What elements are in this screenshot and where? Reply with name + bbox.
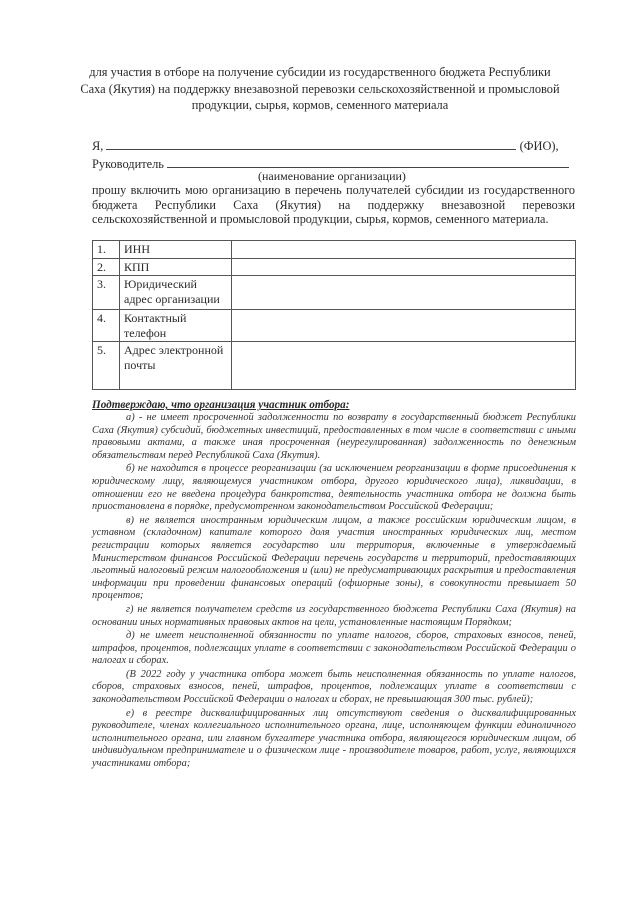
row-label: ИНН [120,241,232,259]
fio-line [92,137,559,154]
clause-e: е) в реестре дисквалифицированных лиц отсутствуют сведения о дисквалифицированных руководителе, членах коллегиального исполнительного органа, лице, исполняющем функции единоличного исполнительного органа, или главном бухгалтере участника отбора, являющегося юридическим лицом, об индивидуальном предпринимателе и о физическом лице - производителе товаров, работ, услуг, являющихся участниками отбора; [92,707,576,770]
row-number: 2. [93,258,120,276]
request-paragraph: прошу включить мою организацию в перечень получателей субсидии из государственного бюджета Республики Саха (Якутия) на поддержку внезавозной перевозки сельскохозяйственной и промысловой продукции, сырья, кормов, семенного материала. [92,183,575,226]
clause-d: д) не имеет неисполненной обязанности по уплате налогов, сборов, страховых взносов, пеней, штрафов, процентов, подлежащих уплате в соответствии с законодательством Российской Федерации о налогах и сборах. [92,630,576,667]
row-number: 1. [93,241,120,259]
email-value-cell[interactable] [232,342,576,390]
organization-field[interactable] [167,155,569,168]
row-number: 3. [93,276,120,310]
table-row [93,310,576,342]
document-title [60,64,580,114]
clause-b: б) не находится в процессе реорганизации (за исключением реорганизации в форме присоединения к юридическому лицу, являющемуся участником отбора, другого юридического лица), ликвидации, в отношении его не введена процедура банкротства, деятельность участника отбора не должна быть приостановлена в порядке, предусмотренном законодательством Российской Федерации; [92,463,576,513]
table-row [93,241,576,259]
fio-field[interactable] [106,137,516,150]
title-line-3: продукции, сырья, кормов, семенного материала [191,98,449,112]
organization-info-table [92,240,576,390]
clause-a: а) - не имеет просроченной задолженности по возврату в государственный бюджет Республики Саха (Якутия) субсидий, бюджетных инвестиций, предоставленных в том числе в соответствии с иными правовыми актами, а также иная просроченная (неурегулированная) задолженность по денежным обязательствам перед Республикой Саха (Якутия). [92,412,576,461]
inn-value-cell[interactable] [232,241,576,259]
row-number: 5. [93,342,120,390]
table-row [93,342,576,390]
fio-prefix: Я, [92,139,104,153]
address-value-cell[interactable] [232,276,576,310]
table-row [93,276,576,310]
row-number: 4. [93,310,120,342]
row-label: Юридический адрес организации [120,276,232,310]
confirm-heading: Подтверждаю, что организация участник отбора: [92,399,350,411]
head-label: Руководитель [92,157,164,171]
row-label: Контактный телефон [120,310,232,342]
phone-value-cell[interactable] [232,310,576,342]
title-line-1: для участия в отборе на получение субсидии из государственного бюджета Республики [89,65,551,79]
fio-suffix: (ФИО), [519,139,559,153]
title-line-2: Саха (Якутия) на поддержку внезавозной перевозки сельскохозяйственной и промысловой [80,81,560,96]
kpp-value-cell[interactable] [232,258,576,276]
table-row [93,258,576,276]
row-label: КПП [120,258,232,276]
clause-g: г) не является получателем средств из государственного бюджета Республики Саха (Якутия) на основании иных нормативных правовых актов на цели, установленные настоящим Порядком; [92,603,576,628]
clause-v: в) не является иностранным юридическим лицом, а также российским юридическим лицом, в уставном (складочном) капитале которого доля участия иностранных юридических лиц, местом регистрации которых является государство или территория, включенные в утверждаемый Министерством финансов Российской Федерации перечень государств и территорий, предоставляющих льготный налоговый режим налогообложения и (или) не предусматривающих раскрытия и предоставления информации при проведении финансовых операций (офшорные зоны), в совокупности превышает 50 процентов; [92,514,576,602]
organization-caption: (наименование организации) [258,169,406,183]
clause-note: (В 2022 году у участника отбора может быть неисполненная обязанность по уплате налогов, сборов, страховых взносов, пеней, штрафов, процентов, подлежащих уплате в соответствии с законодательством Российской Федерации о налогах и сборах, не превышающая 300 тыс. рублей); [92,668,576,706]
row-label: Адрес электронной почты [120,342,232,390]
confirm-clauses [92,412,576,772]
